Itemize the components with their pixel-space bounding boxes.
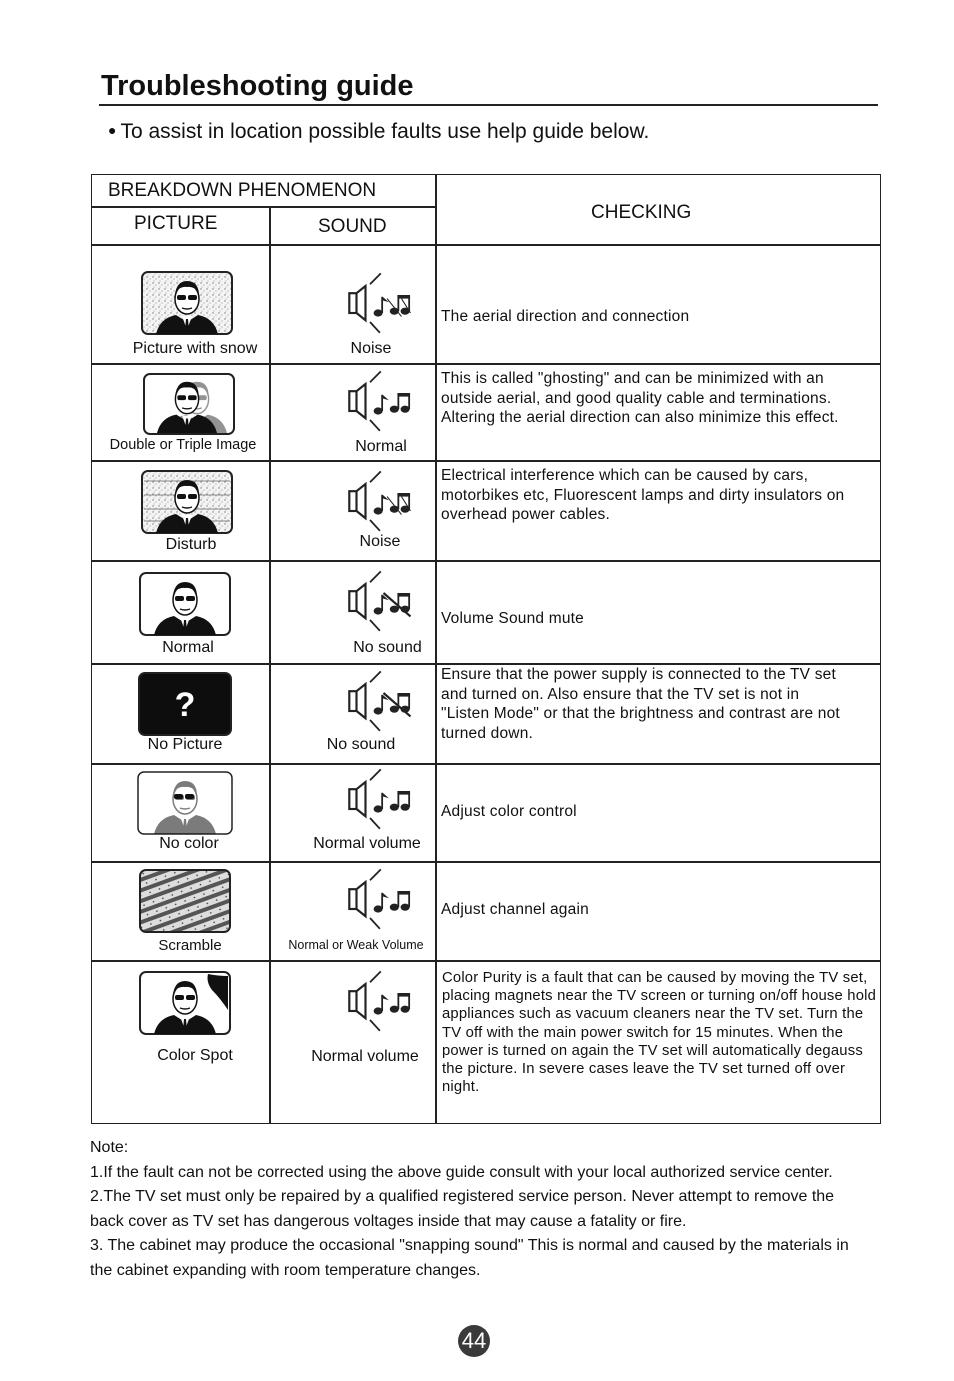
- sound-label: Normal: [355, 438, 407, 455]
- notes-heading: Note:: [90, 1139, 129, 1156]
- row-divider: [91, 244, 881, 246]
- column-divider-checking: [435, 174, 437, 1124]
- checking-text: The aerial direction and connection: [441, 308, 690, 325]
- tv-disturb-icon: [140, 469, 234, 535]
- note-item: 1.If the fault can not be corrected using the above guide consult with your local authorized service center.: [90, 1163, 833, 1181]
- notes-section: [90, 1136, 865, 1283]
- speaker-normal-icon: [346, 966, 412, 1038]
- row-divider: [91, 960, 881, 962]
- sound-label: No sound: [326, 736, 396, 753]
- sound-label: Normal volume: [311, 1048, 419, 1065]
- note-item: 3. The cabinet may produce the occasional "snapping sound" This is normal and caused by the materials in the cabinet expanding with room temperature changes.: [90, 1237, 849, 1279]
- page-number: 44: [458, 1325, 490, 1357]
- note-item: 2.The TV set must only be repaired by a qualified registered service person. Never attempt to remove the back cover as TV set has dangerous voltages inside that may cause a fatality or fire.: [90, 1188, 835, 1230]
- tv-no-color-icon: [136, 770, 234, 836]
- tv-normal-icon: [138, 571, 232, 637]
- speaker-mute-icon: [346, 666, 412, 738]
- tv-no-picture-icon: [137, 671, 233, 737]
- picture-label: Normal: [162, 639, 214, 656]
- checking-text: This is called "ghosting" and can be minimized with an outside aerial, and good quality cable and terminations. Altering the aerial direction can also minimize this effect.: [441, 370, 839, 426]
- checking-text: Color Purity is a fault that can be caused by moving the TV set, placing magnets near the TV screen or turning on/off house hold appliances such as vacuum cleaners near the TV set. Turn the TV off with the main power switch for 15 minutes. When the power is turned on again the TV set will automatically degauss the picture. In severe cases leave the TV set turned off over night.: [442, 970, 877, 1096]
- picture-label: Picture with snow: [132, 340, 258, 357]
- picture-label: Scramble: [158, 937, 222, 954]
- sound-label: Noise: [359, 533, 401, 550]
- speaker-noise-icon: [346, 268, 412, 340]
- tv-ghost-icon: [142, 372, 236, 436]
- row-divider: [91, 363, 881, 365]
- sound-label: No sound: [353, 639, 422, 656]
- picture-label: No color: [159, 835, 219, 852]
- picture-label: No Picture: [147, 736, 223, 753]
- row-divider: [91, 861, 881, 863]
- row-divider: [91, 460, 881, 462]
- checking-text: Volume Sound mute: [441, 610, 584, 627]
- header-picture: PICTURE: [134, 213, 218, 234]
- speaker-noise-icon: [346, 466, 412, 538]
- picture-label: Disturb: [165, 536, 217, 553]
- picture-label: Color Spot: [157, 1047, 233, 1064]
- speaker-normal-icon: [346, 864, 412, 936]
- sound-label: Normal or Weak Volume: [288, 938, 424, 952]
- tv-color-spot-icon: [138, 970, 232, 1036]
- row-divider: [91, 763, 881, 765]
- svg-text:?: ?: [174, 686, 196, 724]
- speaker-normal-icon: [346, 366, 412, 438]
- intro-line: [108, 120, 649, 144]
- bullet-icon: ●: [108, 122, 117, 138]
- checking-text: Ensure that the power supply is connected to the TV set and turned on. Also ensure that the TV set is not in "Listen Mode" or that the brightness and contrast are not turned down.: [441, 666, 840, 742]
- sound-label: Normal volume: [313, 835, 421, 852]
- checking-text: Electrical interference which can be caused by cars, motorbikes etc, Fluorescent lamps and dirty insulators on overhead power cables.: [441, 467, 845, 523]
- speaker-normal-icon: [346, 764, 412, 836]
- intro-text: To assist in location possible faults use help guide below.: [120, 120, 650, 143]
- tv-scramble-icon: [138, 868, 232, 934]
- title-underline: [99, 104, 878, 106]
- row-divider: [91, 560, 881, 562]
- header-checking: CHECKING: [591, 202, 692, 223]
- speaker-mute-icon: [346, 566, 412, 638]
- checking-text: Adjust channel again: [441, 901, 589, 918]
- page-title: Troubleshooting guide: [101, 70, 414, 102]
- picture-label: Double or Triple Image: [109, 437, 257, 453]
- header-sound: SOUND: [318, 216, 387, 237]
- header-phenomenon: BREAKDOWN PHENOMENON: [108, 180, 377, 201]
- checking-text: Adjust color control: [441, 803, 577, 820]
- tv-snow-icon: [140, 270, 234, 336]
- header-divider: [91, 206, 435, 208]
- sound-label: Noise: [350, 340, 392, 357]
